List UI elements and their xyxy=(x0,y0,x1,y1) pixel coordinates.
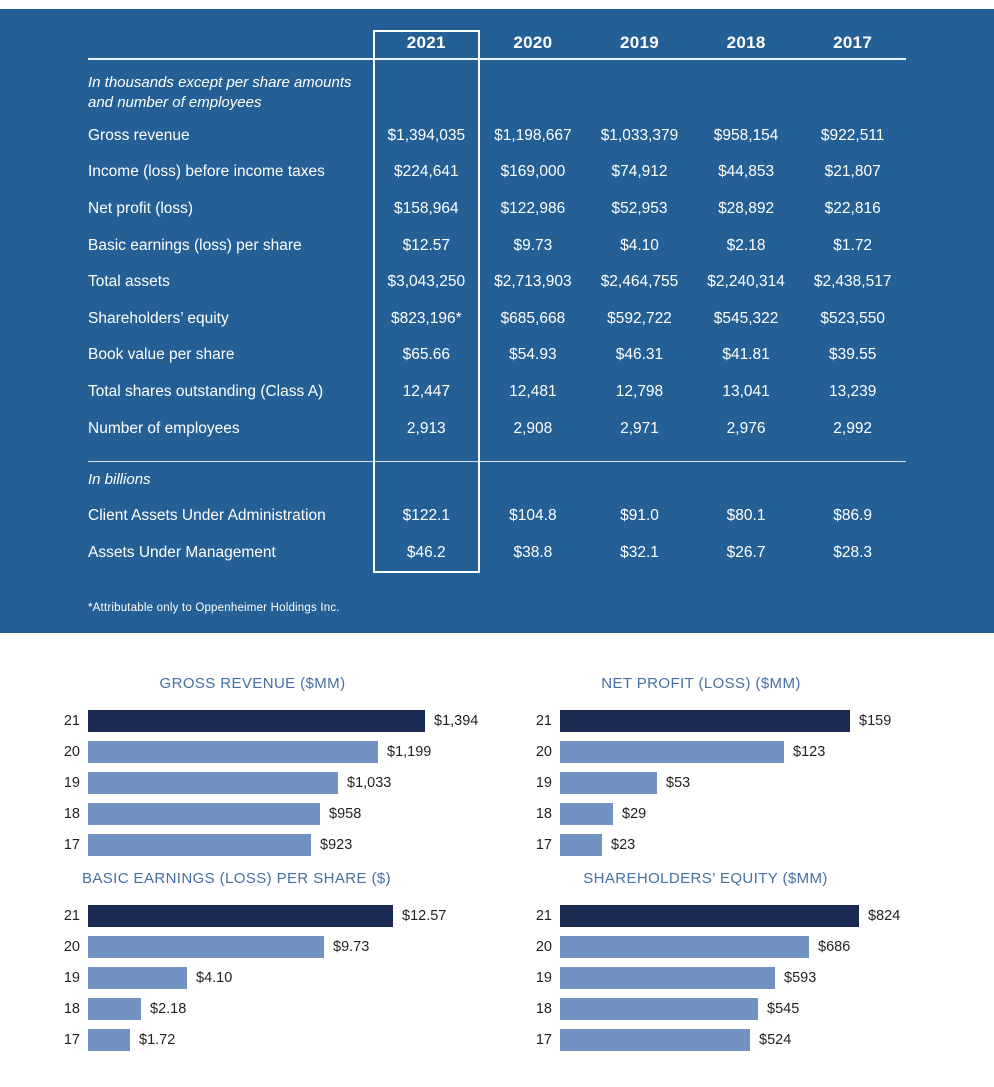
cell-value: $2,240,314 xyxy=(707,273,785,291)
bar-value-label: $4.10 xyxy=(196,969,233,986)
bar-chart xyxy=(0,870,497,1055)
bar-year-label: 21 xyxy=(63,907,80,924)
bar-year-label: 18 xyxy=(63,805,80,822)
cell-value: $91.0 xyxy=(620,507,659,525)
bar xyxy=(560,936,809,958)
bar-row xyxy=(40,767,497,798)
bar-value-label: $53 xyxy=(666,774,691,791)
cell-value: $26.7 xyxy=(726,544,766,562)
bar xyxy=(560,998,758,1020)
bar-year-label: 18 xyxy=(63,1000,80,1017)
bar-year-label: 17 xyxy=(63,1031,80,1048)
row-label: Total shares outstanding (Class A) xyxy=(88,382,324,400)
chart-bars xyxy=(512,900,994,1055)
bar-row xyxy=(512,798,994,829)
bar-row xyxy=(40,931,497,962)
bar-year-label: 17 xyxy=(535,836,552,853)
chart-title: NET PROFIT (LOSS) ($MM) xyxy=(601,675,801,692)
cell-value: $28,892 xyxy=(718,199,775,217)
cell-value: 12,447 xyxy=(402,382,450,400)
charts-section xyxy=(0,633,994,1055)
cell-value: $2.18 xyxy=(726,236,766,254)
table-row xyxy=(88,191,906,228)
cell-value: $4.10 xyxy=(620,236,659,254)
row-label: Assets Under Management xyxy=(88,544,276,562)
bar xyxy=(560,1029,750,1051)
table-row xyxy=(88,337,906,374)
table-header-row xyxy=(88,9,906,60)
cell-value: 2,976 xyxy=(726,419,766,437)
bar-value-label: $1,394 xyxy=(434,712,479,729)
cell-value: 2,971 xyxy=(620,419,659,437)
cell-value: 13,041 xyxy=(722,382,770,400)
bar-year-label: 19 xyxy=(535,969,552,986)
cell-value: $41.81 xyxy=(722,346,770,364)
chart-bars xyxy=(40,900,497,1055)
bar-value-label: $1,199 xyxy=(387,743,432,760)
bar xyxy=(88,803,320,825)
bar-row xyxy=(40,829,497,860)
year-column-header: 2018 xyxy=(726,33,766,52)
cell-value: $1,033,379 xyxy=(600,126,679,144)
bar-row xyxy=(40,705,497,736)
units-note-billions: In billions xyxy=(88,470,151,488)
bar-year-label: 20 xyxy=(535,743,552,760)
cell-value: $1,394,035 xyxy=(387,126,466,144)
row-label: Book value per share xyxy=(88,346,235,364)
bar-value-label: $12.57 xyxy=(402,907,447,924)
bar-row xyxy=(40,1024,497,1055)
cell-value: $39.55 xyxy=(828,346,877,364)
units-note-thousands: In thousands except per share amounts and number of employees xyxy=(88,74,352,112)
bar xyxy=(88,1029,130,1051)
bar xyxy=(88,772,338,794)
cell-value: $823,196* xyxy=(390,309,462,327)
cell-value: $545,322 xyxy=(713,309,779,327)
bar-value-label: $824 xyxy=(868,907,901,924)
cell-value: $22,816 xyxy=(824,199,881,217)
cell-value: $922,511 xyxy=(820,126,885,144)
bar xyxy=(560,967,775,989)
bar-row xyxy=(512,829,994,860)
bar-value-label: $23 xyxy=(611,836,636,853)
bar-value-label: $524 xyxy=(759,1031,792,1048)
bar-value-label: $958 xyxy=(329,805,362,822)
cell-value: $169,000 xyxy=(500,163,566,181)
cell-value: $38.8 xyxy=(513,544,553,562)
bar-row xyxy=(512,962,994,993)
bar xyxy=(560,710,850,732)
cell-value: $958,154 xyxy=(713,126,779,144)
row-label: Income (loss) before income taxes xyxy=(88,163,325,181)
bar-row xyxy=(512,993,994,1024)
cell-value: $52,953 xyxy=(611,199,668,217)
financial-summary-table xyxy=(88,9,906,614)
bar-value-label: $123 xyxy=(793,743,826,760)
bar-year-label: 21 xyxy=(535,907,552,924)
bar-value-label: $686 xyxy=(818,938,851,955)
cell-value: 12,481 xyxy=(509,382,557,400)
row-label: Number of employees xyxy=(88,419,240,437)
cell-value: $21,807 xyxy=(824,163,881,181)
cell-value: $54.93 xyxy=(509,346,557,364)
bar-year-label: 21 xyxy=(535,712,552,729)
row-label: Shareholders’ equity xyxy=(88,309,229,327)
bar xyxy=(560,834,602,856)
chart-title: BASIC EARNINGS (LOSS) PER SHARE ($) xyxy=(81,870,392,887)
bar-year-label: 17 xyxy=(63,836,80,853)
cell-value: $80.1 xyxy=(726,507,766,525)
cell-value: $122.1 xyxy=(402,507,450,525)
bar-row xyxy=(512,1024,994,1055)
bar-row xyxy=(40,798,497,829)
cell-value: 12,798 xyxy=(615,382,664,400)
row-label: Basic earnings (loss) per share xyxy=(88,236,302,254)
cell-value: 13,239 xyxy=(828,382,877,400)
row-label: Gross revenue xyxy=(88,126,190,144)
table-row xyxy=(88,264,906,301)
year-column-header: 2021 xyxy=(406,33,446,52)
table-body-billions xyxy=(88,498,906,572)
cell-value: $86.9 xyxy=(833,507,873,525)
footnote: *Attributable only to Oppenheimer Holdings Inc. xyxy=(88,601,340,614)
bar-chart xyxy=(497,675,994,860)
bar-year-label: 19 xyxy=(63,969,80,986)
cell-value: $28.3 xyxy=(833,544,873,562)
cell-value: $1.72 xyxy=(833,236,873,254)
bar-year-label: 19 xyxy=(63,774,80,791)
bar xyxy=(88,834,311,856)
cell-value: $46.31 xyxy=(615,346,664,364)
cell-value: $9.73 xyxy=(513,236,553,254)
bar xyxy=(88,905,393,927)
cell-value: 2,908 xyxy=(513,419,553,437)
bar-value-label: $2.18 xyxy=(150,1000,187,1017)
year-column-header: 2019 xyxy=(619,33,659,52)
bar xyxy=(560,741,784,763)
bar-row xyxy=(40,736,497,767)
chart-bars xyxy=(40,705,497,860)
bar-value-label: $545 xyxy=(767,1000,800,1017)
cell-value: $104.8 xyxy=(509,507,557,525)
bar-value-label: $9.73 xyxy=(333,938,370,955)
bar-row xyxy=(40,962,497,993)
bar-value-label: $159 xyxy=(859,712,892,729)
financial-summary-panel xyxy=(0,9,994,633)
bar xyxy=(88,741,378,763)
cell-value: $122,986 xyxy=(500,199,566,217)
year-column-header: 2020 xyxy=(513,33,553,52)
bar xyxy=(560,905,859,927)
table-row xyxy=(88,410,906,447)
table-row xyxy=(88,300,906,337)
bar xyxy=(88,967,187,989)
bar-value-label: $923 xyxy=(320,836,353,853)
chart-title: SHAREHOLDERS’ EQUITY ($MM) xyxy=(583,870,828,887)
cell-value: $685,668 xyxy=(500,309,566,327)
cell-value: 2,992 xyxy=(833,419,873,437)
bar xyxy=(560,803,613,825)
bar-year-label: 20 xyxy=(63,938,80,955)
bar-year-label: 20 xyxy=(535,938,552,955)
cell-value: $32.1 xyxy=(620,544,659,562)
bar-row xyxy=(512,767,994,798)
cell-value: 2,913 xyxy=(406,419,446,437)
chart-bars xyxy=(512,705,994,860)
bar xyxy=(88,710,425,732)
bar-row xyxy=(512,705,994,736)
bar-value-label: $29 xyxy=(622,805,647,822)
cell-value: $12.57 xyxy=(402,236,450,254)
cell-value: $592,722 xyxy=(607,309,672,327)
table-row xyxy=(88,227,906,264)
cell-value: $65.66 xyxy=(402,346,450,364)
bar-value-label: $1.72 xyxy=(139,1031,176,1048)
cell-value: $3,043,250 xyxy=(387,273,466,291)
bar-row xyxy=(512,900,994,931)
cell-value: $1,198,667 xyxy=(494,126,572,144)
bar-year-label: 19 xyxy=(535,774,552,791)
bar-value-label: $593 xyxy=(784,969,817,986)
table-row xyxy=(88,498,906,535)
bar-year-label: 21 xyxy=(63,712,80,729)
bar-year-label: 18 xyxy=(535,805,552,822)
bar-year-label: 20 xyxy=(63,743,80,760)
cell-value: $44,853 xyxy=(718,163,775,181)
row-label: Total assets xyxy=(88,273,170,291)
cell-value: $2,438,517 xyxy=(813,273,892,291)
bar-row xyxy=(512,736,994,767)
bar xyxy=(88,936,324,958)
bar-year-label: 18 xyxy=(535,1000,552,1017)
chart-title: GROSS REVENUE ($MM) xyxy=(159,675,346,692)
bar xyxy=(88,998,141,1020)
cell-value: $2,713,903 xyxy=(494,273,572,291)
cell-value: $158,964 xyxy=(393,199,459,217)
bar xyxy=(560,772,657,794)
table-row xyxy=(88,374,906,411)
bar-row xyxy=(40,900,497,931)
bar-value-label: $1,033 xyxy=(347,774,392,791)
bar-row xyxy=(512,931,994,962)
bar-chart xyxy=(497,870,994,1055)
cell-value: $46.2 xyxy=(406,544,446,562)
bar-year-label: 17 xyxy=(535,1031,552,1048)
cell-value: $224,641 xyxy=(393,163,459,181)
row-label: Client Assets Under Administration xyxy=(88,507,326,525)
table-body-thousands xyxy=(88,118,906,447)
year-column-header: 2017 xyxy=(833,33,873,52)
bar-chart xyxy=(0,675,497,860)
bar-row xyxy=(40,993,497,1024)
table-row xyxy=(88,154,906,191)
row-label: Net profit (loss) xyxy=(88,199,194,217)
table-row xyxy=(88,535,906,572)
cell-value: $74,912 xyxy=(611,163,668,181)
table-row xyxy=(88,118,906,155)
cell-value: $2,464,755 xyxy=(600,273,679,291)
cell-value: $523,550 xyxy=(820,309,885,327)
